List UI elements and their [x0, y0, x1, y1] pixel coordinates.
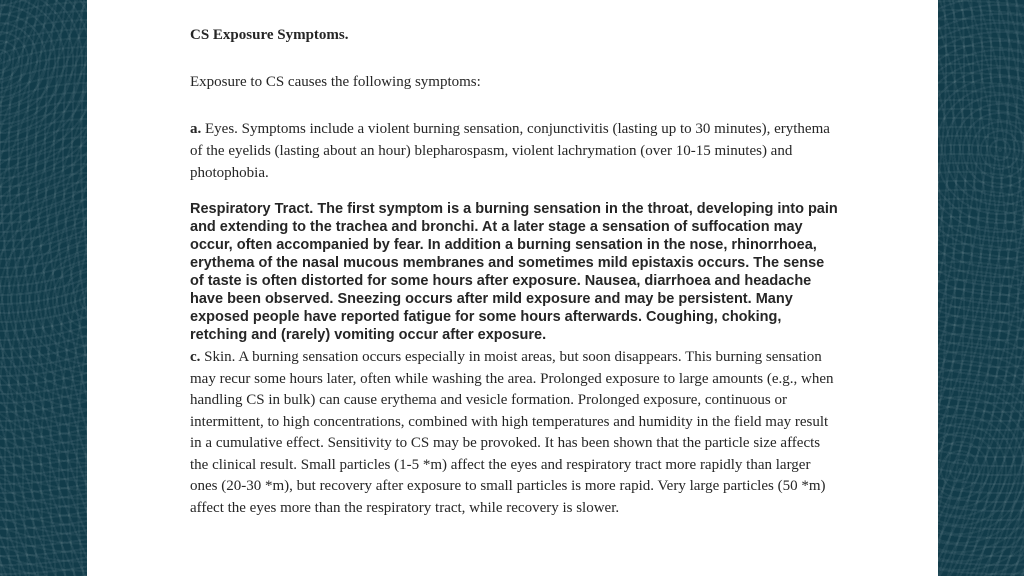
section-c-skin — [190, 347, 840, 519]
section-a-label: a. — [190, 121, 202, 137]
document-content — [190, 24, 840, 519]
section-a-eyes — [190, 118, 840, 184]
document-page — [87, 0, 938, 576]
section-b-respiratory: Respiratory Tract. The first symptom is a burning sensation in the throat, developing into pain and extending to the trachea and bronchi. At a later stage a sensation of suffocation may occur, often accompanied by fear. In addition a burning sensation in the nose, rhinorrhoea, erythema of the nasal mucous membranes and sometimes mild epistaxis occurs. The sense of taste is often distorted for some hours after exposure. Nausea, diarrhoea and headache have been observed. Sneezing occurs after mild exposure and may be persistent. Many exposed people have reported fatigue for some hours afterwards. Coughing, choking, retching and (rarely) vomiting occur after exposure. — [190, 201, 838, 343]
section-c-label: c. — [190, 349, 201, 365]
document-title: CS Exposure Symptoms. — [190, 27, 349, 43]
intro-paragraph: Exposure to CS causes the following symptoms: — [190, 74, 481, 90]
section-c-text: Skin. A burning sensation occurs especially in moist areas, but soon disappears. This burning sensation may recur some hours later, often while washing the area. Prolonged exposure to large amounts (e.g., when handling CS in bulk) can cause erythema and vesicle formation. Prolonged exposure, continuous or intermittent, to high concentrations, combined with high temperatures and humidity in the field may result in a cumulative effect. Sensitivity to CS may be provoked. It has been shown that the particle size affects the clinical result. Small particles (1-5 *m) affect the eyes and respiratory tract more rapidly than larger ones (20-30 *m), but recovery after exposure to small particles is more rapid. Very large particles (50 *m) affect the eyes more than the respiratory tract, while recovery is slower. — [190, 349, 834, 516]
section-a-text: Eyes. Symptoms include a violent burning sensation, conjunctivitis (lasting up to 30 minutes), erythema of the eyelids (lasting about an hour) blepharospasm, violent lachrymation (over 10-15 minutes) and photophobia. — [190, 121, 830, 181]
